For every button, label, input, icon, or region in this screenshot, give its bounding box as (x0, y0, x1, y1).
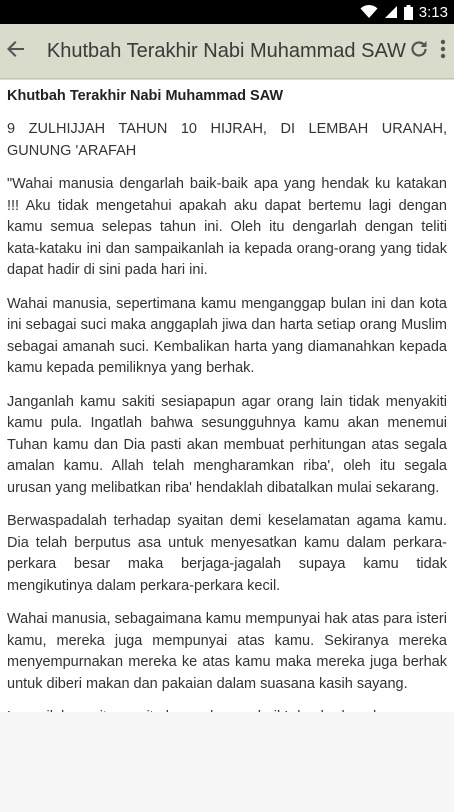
more-vert-icon (440, 39, 446, 64)
article-paragraph: "Wahai manusia dengarlah baik-baik apa yang hendak ku katakan !!! Aku tidak mengetahui apakah aku dapat bertemu lagi dengan kamu semua selepas tahun ini. Oleh itu dengarlah dengan teliti kata-kataku ini dan sampaikanlah ia kepada orang-orang yang tidak dapat hadir di sini pada hari ini. (7, 176, 447, 278)
article-heading: Khutbah Terakhir Nabi Muhammad SAW (7, 88, 284, 104)
status-time: 3:13 (418, 3, 448, 21)
signal-icon (384, 5, 398, 19)
more-options-button[interactable] (431, 24, 454, 78)
article-paragraph: Berwaspadalah terhadap syaitan demi keselamatan agama kamu. Dia telah berputus asa untuk menyesatkan kamu dalam perkara-perkara besar maka berjaga-jagalah supaya kamu tidak mengikutinya dalam perkara-perkara kecil. (7, 513, 447, 594)
article-paragraph: Wahai manusia, sebagaimana kamu mempunyai hak atas para isteri kamu, mereka juga mempunyai atas kamu. Sekiranya mereka menyempurnakan mereka ke atas kamu maka mereka juga berhak untuk diberi makan dan pakaian dalam suasana kasih sayang. (7, 611, 447, 692)
status-bar (0, 0, 454, 24)
article-paragraph: Wahai manusia, sepertimana kamu menganggap bulan ini dan kota ini sebagai suci maka anggaplah jiwa dan harta setiap orang Muslim sebagai amanah suci. Kembalikan harta yang diamanahkan kepada kamu kepada pemiliknya yang berhak. (7, 295, 447, 376)
article-content[interactable] (0, 80, 454, 712)
refresh-icon (409, 39, 429, 64)
battery-icon (404, 5, 413, 20)
wifi-icon (360, 5, 378, 19)
article-paragraph: Janganlah kamu sakiti sesiapapun agar orang lain tidak menyakiti kamu pula. Ingatlah bahwa sesungguhnya kamu akan menemui Tuhan kamu dan Dia pasti akan membuat perhitungan atas segala amalan kamu. Allah telah mengharamkan riba', oleh itu segala urusan yang melibatkan riba' hendaklah dibatalkan mulai sekarang. (7, 393, 447, 496)
refresh-button[interactable] (406, 24, 431, 78)
back-button[interactable] (0, 24, 33, 78)
article-paragraph: 9 ZULHIJJAH TAHUN 10 HIJRAH, DI LEMBAH URANAH, GUNUNG 'ARAFAH (7, 121, 447, 159)
toolbar-title: Khutbah Terakhir Nabi Muhammad SAW (46, 39, 406, 62)
app-toolbar (0, 24, 454, 78)
bottom-blank-area (0, 712, 454, 812)
arrow-back-icon (7, 40, 25, 63)
